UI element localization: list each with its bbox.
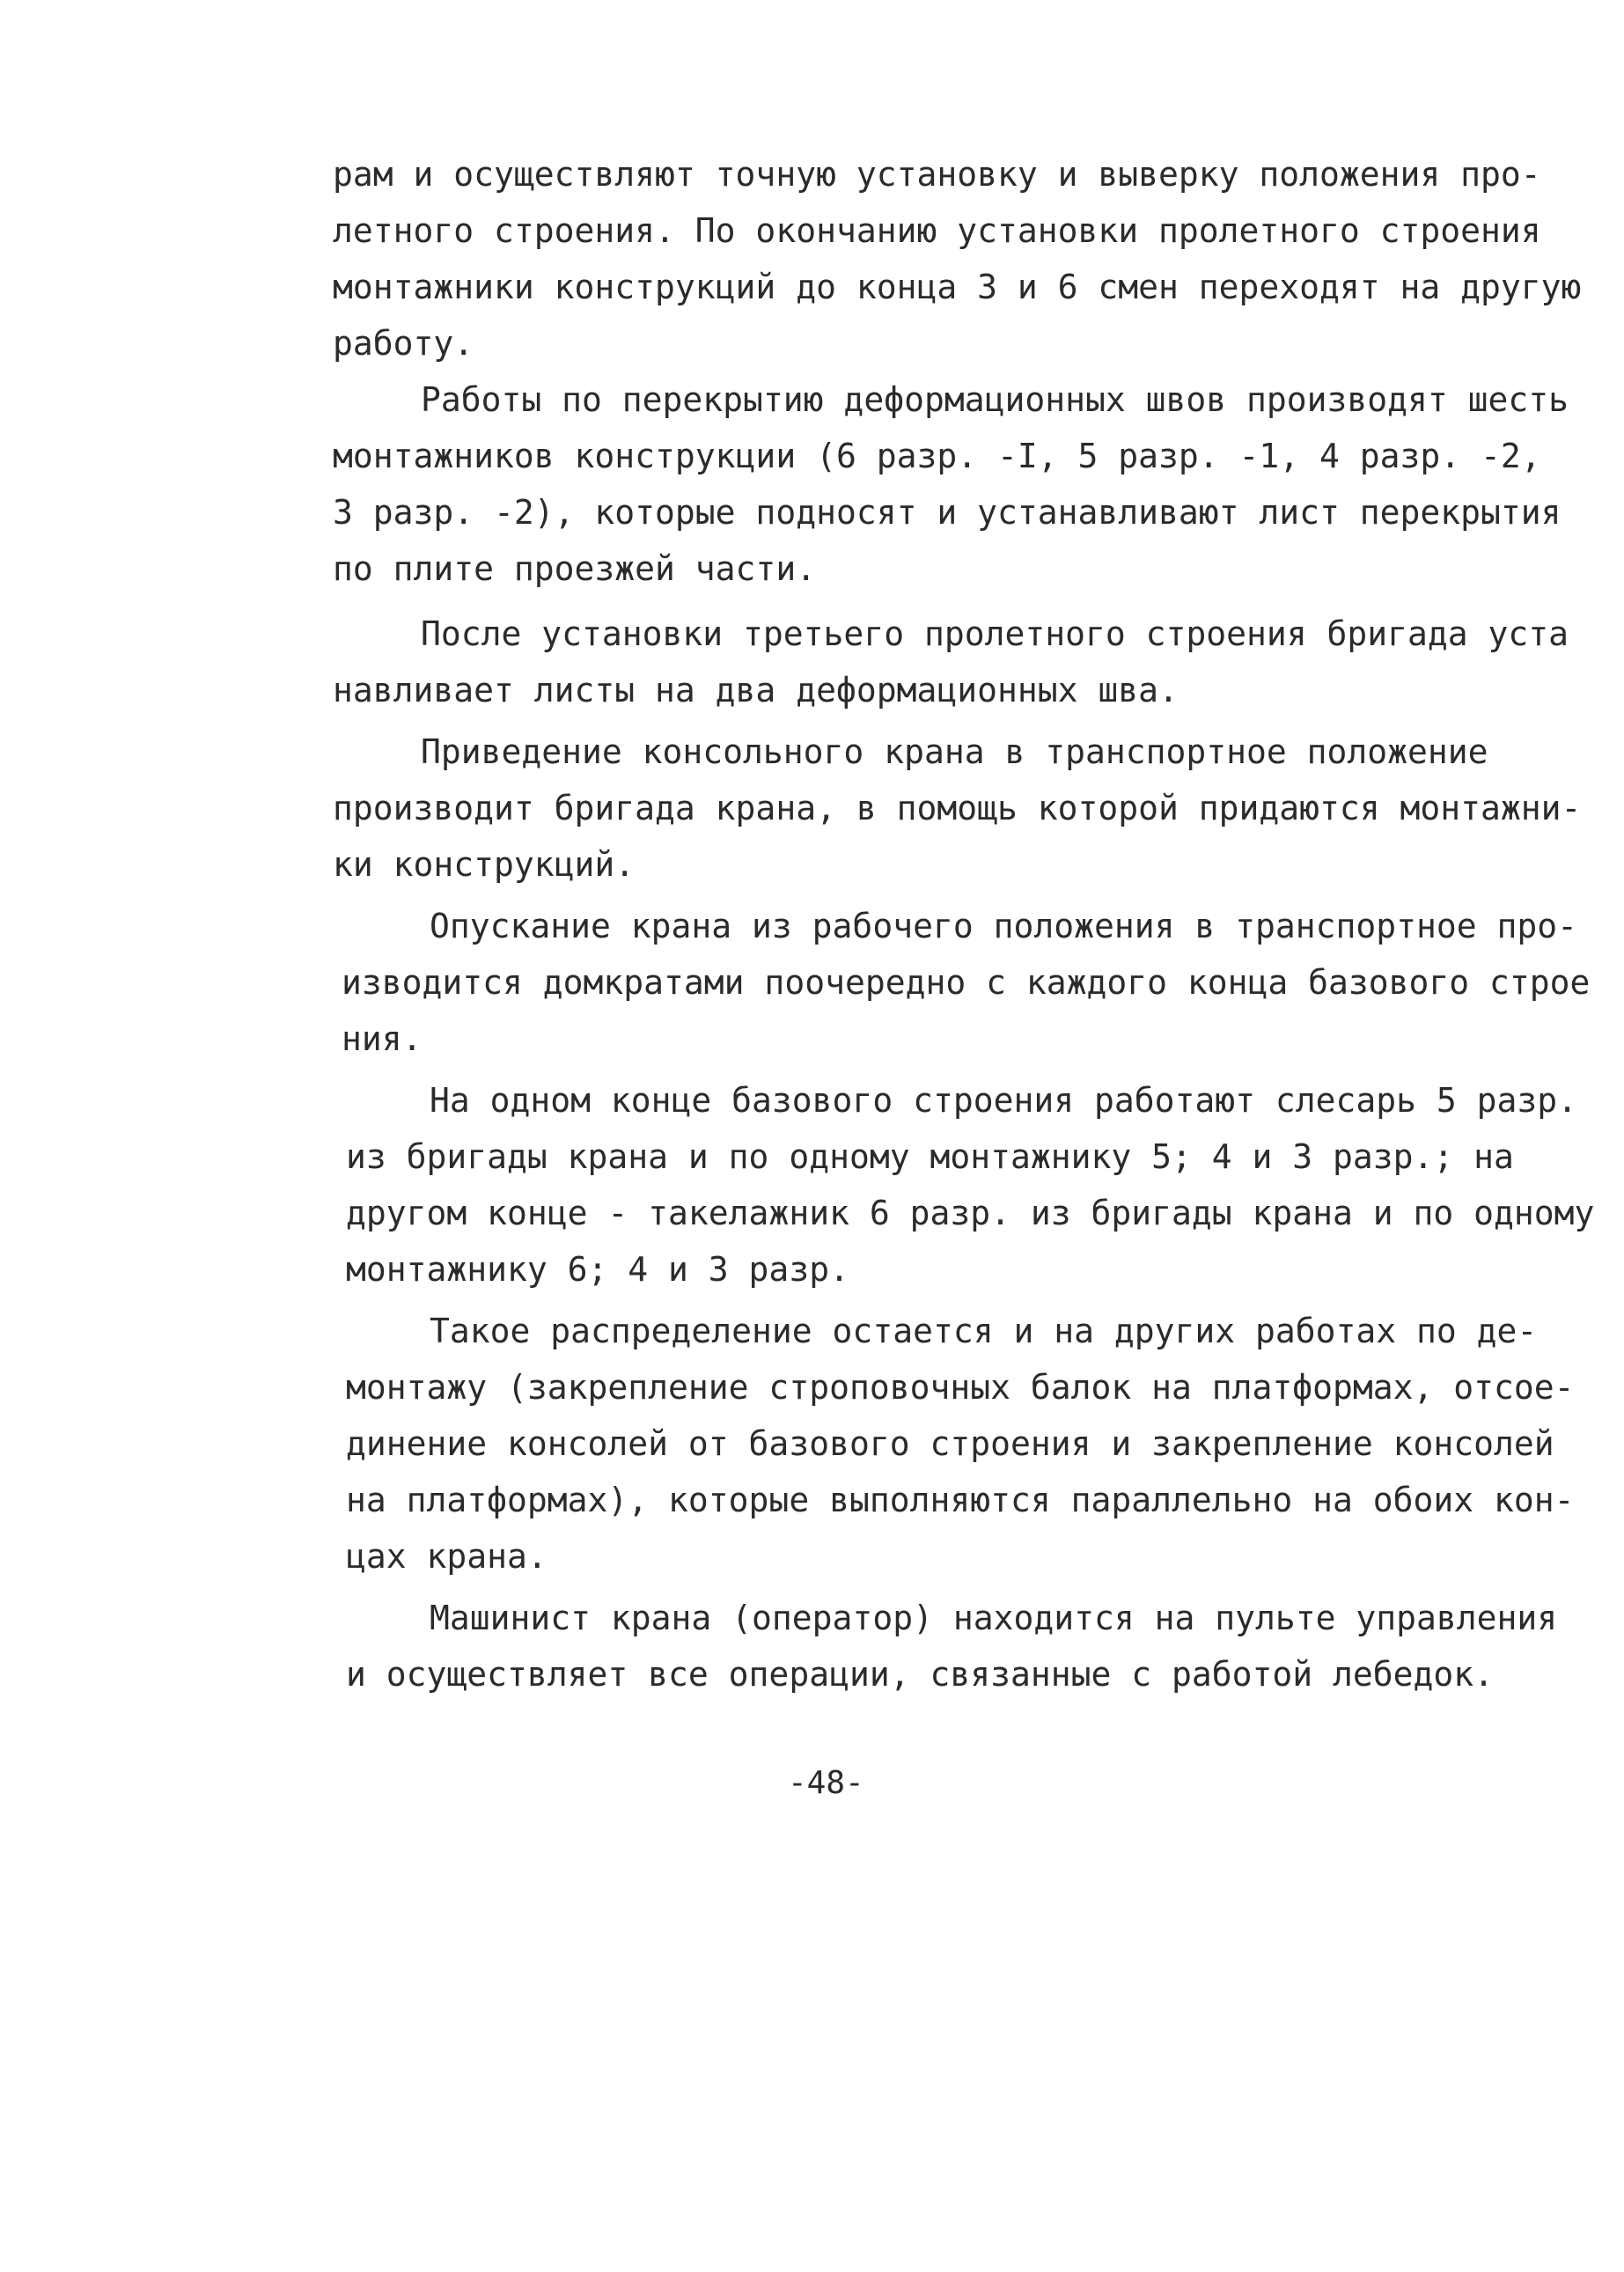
text-line-6: монтажников конструкции (6 разр. -I, 5 разр. -1, 4 разр. -2, (333, 437, 1541, 475)
text-line-17: На одном конце базового строения работают слесарь 5 разр. (430, 1081, 1578, 1120)
page-number: -48- (788, 1765, 864, 1801)
text-line-27: и осуществляет все операции, связанные с работой лебедок. (346, 1655, 1495, 1694)
text-line-8: по плите проезжей части. (333, 549, 817, 588)
text-line-3: монтажники конструкций до конца 3 и 6 смен переходят на другую (333, 268, 1582, 306)
text-line-10: навливает листы на два деформационных шва. (333, 671, 1179, 710)
text-line-21: Такое распределение остается и на других работах по де- (430, 1312, 1538, 1350)
text-line-25: цах крана. (346, 1537, 547, 1576)
text-line-9: После установки третьего пролетного строения бригада уста (421, 614, 1569, 653)
text-line-11: Приведение консольного крана в транспортное положение (421, 732, 1488, 771)
text-line-14: Опускание крана из рабочего положения в транспортное про- (430, 907, 1578, 945)
text-line-19: другом конце - такелажник 6 разр. из бригады крана и по одному (346, 1194, 1595, 1232)
text-line-24: на платформах), которые выполняются параллельно на обоих кон- (346, 1481, 1575, 1519)
text-line-23: динение консолей от базового строения и закрепление консолей (346, 1424, 1554, 1463)
text-line-20: монтажнику 6; 4 и 3 разр. (346, 1250, 849, 1289)
text-line-16: ния. (342, 1019, 423, 1058)
text-line-26: Машинист крана (оператор) находится на пульте управления (430, 1599, 1558, 1637)
text-line-13: ки конструкций. (333, 845, 636, 884)
text-line-2: летного строения. По окончанию установки пролетного строения (333, 211, 1541, 250)
text-line-7: 3 разр. -2), которые подносят и устанавливают лист перекрытия (333, 493, 1562, 532)
text-line-12: производит бригада крана, в помощь которой придаются монтажни- (333, 789, 1582, 827)
text-line-18: из бригады крана и по одному монтажнику 5; 4 и 3 разр.; на (346, 1137, 1514, 1176)
text-line-5: Работы по перекрытию деформационных швов производят шесть (421, 380, 1569, 419)
text-line-4: работу. (333, 324, 474, 363)
text-line-22: монтажу (закрепление строповочных балок на платформах, отсое- (346, 1368, 1575, 1407)
text-line-15: изводится домкратами поочередно с каждого конца базового строе (342, 963, 1591, 1002)
text-line-1: рам и осуществляют точную установку и выверку положения про- (333, 155, 1541, 194)
